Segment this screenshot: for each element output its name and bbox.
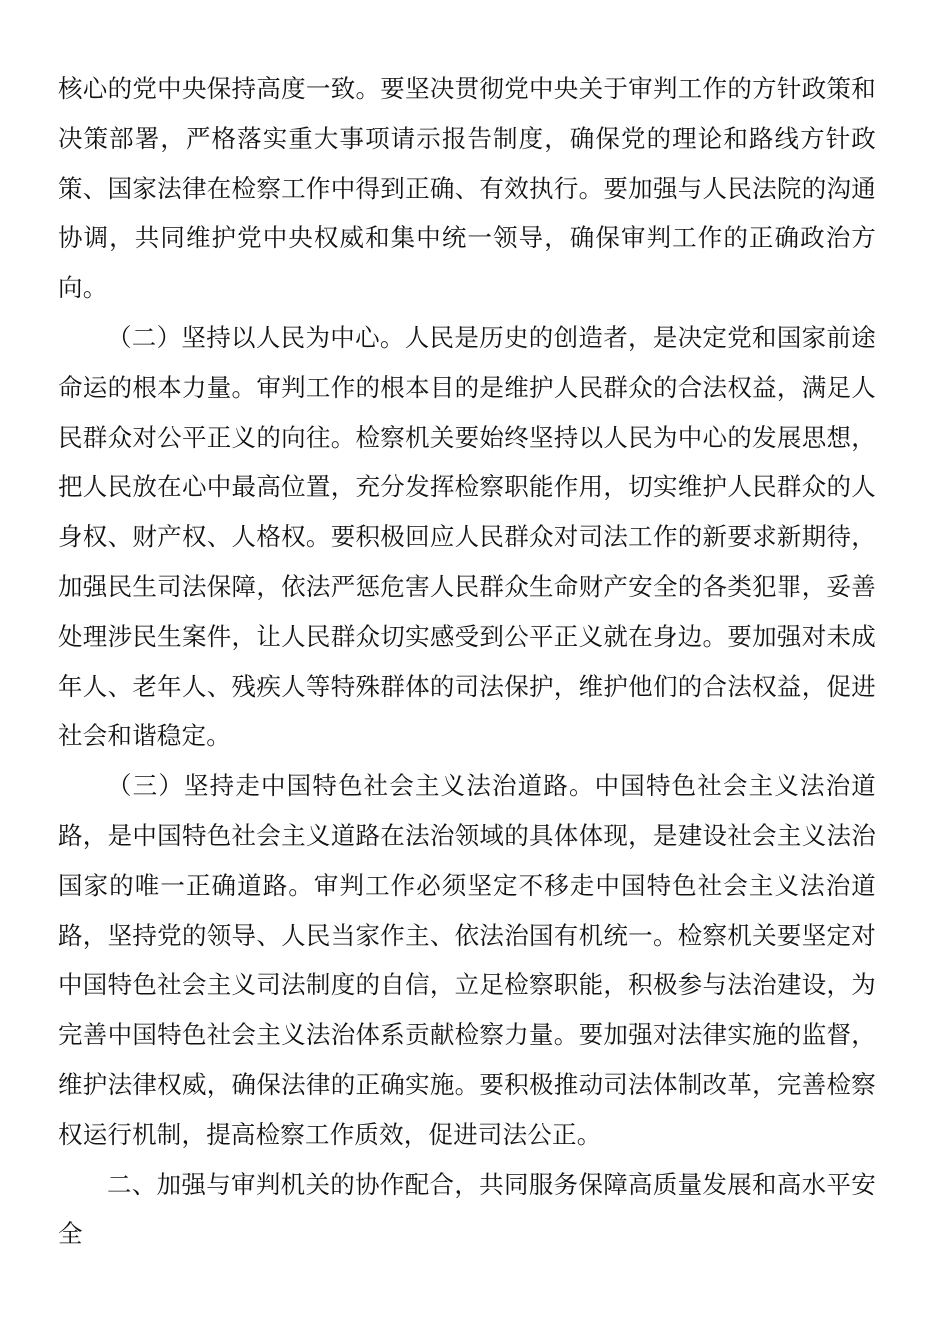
- document-body: [58, 64, 876, 1259]
- paragraph-rule-of-law-road: （三）坚持走中国特色社会主义法治道路。中国特色社会主义法治道路，是中国特色社会主义道路在法治领域的具体体现，是建设社会主义法治国家的唯一正确道路。审判工作必须坚定不移走中国特色社会主义法治道路，坚持党的领导、人民当家作主、依法治国有机统一。检察机关要坚定对中国特色社会主义司法制度的自信，立足检察职能，积极参与法治建设，为完善中国特色社会主义法治体系贡献检察力量。要加强对法律实施的监督，维护法律权威，确保法律的正确实施。要积极推动司法体制改革，完善检察权运行机制，提高检察工作质效，促进司法公正。: [58, 771, 876, 1149]
- paragraph-people-centered: （二）坚持以人民为中心。人民是历史的创造者，是决定党和国家前途命运的根本力量。审判工作的根本目的是维护人民群众的合法权益，满足人民群众对公平正义的向往。检察机关要始终坚持以人民为中心的发展思想，把人民放在心中最高位置，充分发挥检察职能作用，切实维护人民群众的人身权、财产权、人格权。要积极回应人民群众对司法工作的新要求新期待，加强民生司法保障，依法严惩危害人民群众生命财产安全的各类犯罪，妥善处理涉民生案件，让人民群众切实感受到公平正义就在身边。要加强对未成年人、老年人、残疾人等特殊群体的司法保护，维护他们的合法权益，促进社会和谐稳定。: [58, 322, 876, 751]
- paragraph-continuation: 核心的党中央保持高度一致。要坚决贯彻党中央关于审判工作的方针政策和决策部署，严格落实重大事项请示报告制度，确保党的理论和路线方针政策、国家法律在检察工作中得到正确、有效执行。要加强与人民法院的沟通协调，共同维护党中央权威和集中统一领导，确保审判工作的正确政治方向。: [58, 74, 876, 303]
- section-heading-two: 二、加强与审判机关的协作配合，共同服务保障高质量发展和高水平安全: [58, 1169, 876, 1249]
